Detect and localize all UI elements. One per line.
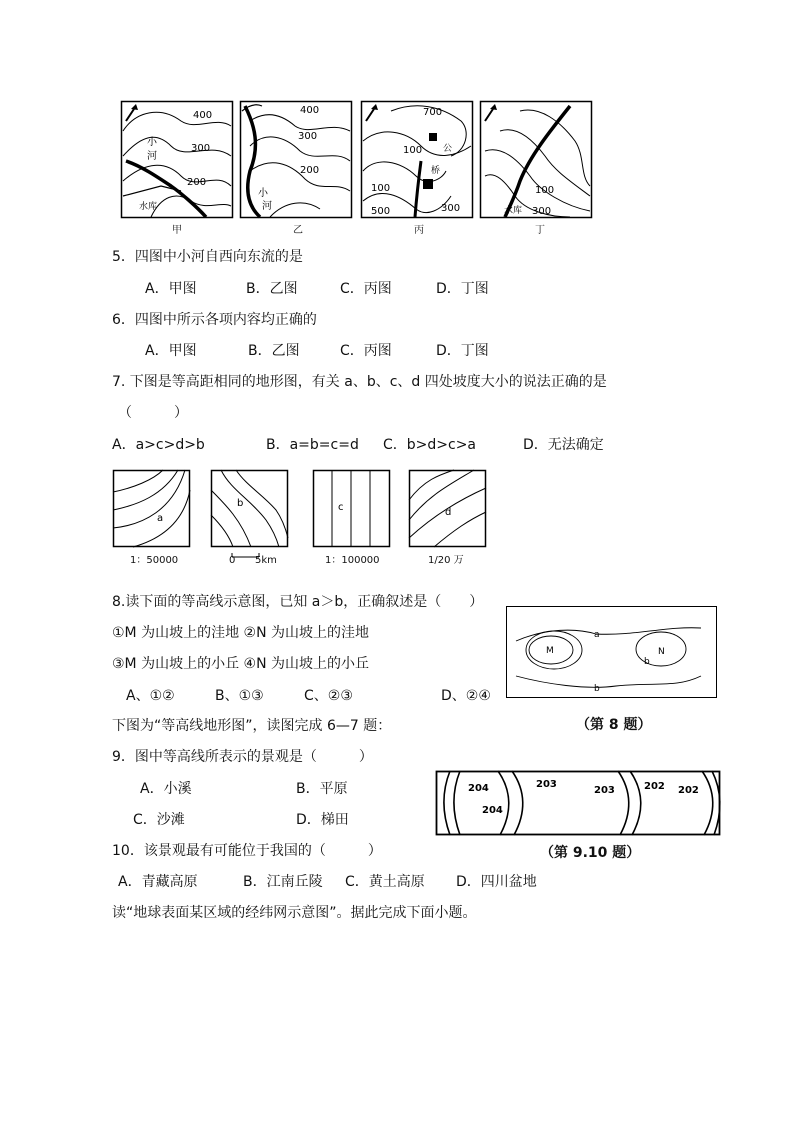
q8-label-b-ring: b bbox=[644, 657, 650, 667]
q7-option-b[interactable]: B．a=b=c=d bbox=[266, 437, 359, 453]
q9-label-202-b: 202 bbox=[678, 785, 699, 796]
q9-figure-caption: （第 9.10 题） bbox=[540, 845, 641, 861]
map-yi-caption: 乙 bbox=[293, 225, 303, 236]
map-ding-label-300: 300 bbox=[532, 206, 552, 217]
intro-next: 读“地球表面某区域的经纬网示意图”。据此完成下面小题。 bbox=[112, 905, 477, 921]
q8-label-n: N bbox=[658, 647, 665, 657]
map-yi-label-200: 200 bbox=[300, 165, 320, 176]
q7-stem: 7. 下图是等高距相同的地形图，有关 a、b、c、d 四处坡度大小的说法正确的是 bbox=[112, 374, 607, 390]
map-ding-label-reservoir: 水库 bbox=[504, 206, 523, 216]
map-jia-caption: 甲 bbox=[172, 225, 182, 236]
q7-map-b-letter: b bbox=[237, 498, 244, 509]
q8-label-b-bottom: b bbox=[594, 684, 600, 694]
q7-map-d-scale: 1/20 万 bbox=[428, 555, 464, 566]
q9-label-203-top: 203 bbox=[536, 779, 557, 790]
map-jia-label-xiao: 小 bbox=[147, 137, 157, 148]
q7-map-c-letter: c bbox=[338, 502, 344, 513]
map-bing bbox=[361, 101, 473, 221]
q7-map-b-scale-left: 0 bbox=[229, 555, 236, 566]
map-bing-label-100b: 100 bbox=[371, 183, 391, 194]
q6-option-b[interactable]: B．乙图 bbox=[248, 343, 300, 359]
q10-option-a[interactable]: A．青藏高原 bbox=[118, 874, 198, 890]
map-yi bbox=[240, 101, 352, 221]
q8-label-m: M bbox=[546, 646, 554, 656]
q6-option-d[interactable]: D．丁图 bbox=[436, 343, 489, 359]
q7-map-d-letter: d bbox=[445, 507, 452, 518]
q8-option-d[interactable]: D、②④ bbox=[441, 688, 491, 704]
q5-option-d[interactable]: D．丁图 bbox=[436, 281, 489, 297]
q9-label-204-top: 204 bbox=[468, 783, 489, 794]
q7-map-d bbox=[409, 470, 486, 547]
q6-option-c[interactable]: C．丙图 bbox=[340, 343, 392, 359]
q7-map-b bbox=[211, 470, 288, 547]
map-yi-label-400: 400 bbox=[300, 105, 320, 116]
map-yi-label-xiao: 小 bbox=[258, 188, 268, 199]
map-bing-label-500: 500 bbox=[371, 206, 391, 217]
q8-line2: ③M 为山坡上的小丘 ④N 为山坡上的小丘 bbox=[112, 656, 370, 672]
q8-figure-caption: （第 8 题） bbox=[576, 717, 652, 733]
map-bing-label-300: 300 bbox=[441, 203, 461, 214]
q8-stem: 8.读下面的等高线示意图，已知 a＞b，正确叙述是（ ） bbox=[112, 594, 484, 610]
q8-figure bbox=[506, 606, 717, 698]
q7-option-c[interactable]: C．b>d>c>a bbox=[383, 437, 477, 453]
q9-stem: 9．图中等高线所表示的景观是（ ） bbox=[112, 749, 373, 765]
q7-map-c bbox=[313, 470, 390, 547]
q5-option-a[interactable]: A．甲图 bbox=[145, 281, 197, 297]
map-jia-label-300: 300 bbox=[191, 143, 211, 154]
q10-stem: 10．该景观最有可能位于我国的（ ） bbox=[112, 843, 382, 859]
map-jia bbox=[121, 101, 233, 221]
q10-option-d[interactable]: D．四川盆地 bbox=[456, 874, 537, 890]
q7-option-a[interactable]: A．a>c>d>b bbox=[112, 437, 205, 453]
q7-map-a bbox=[113, 470, 190, 547]
q7-map-b-scale-right: 5km bbox=[255, 555, 277, 566]
q9-option-a[interactable]: A．小溪 bbox=[140, 781, 192, 797]
q9-figure bbox=[436, 771, 720, 835]
map-ding-caption: 丁 bbox=[535, 225, 545, 236]
q5-option-c[interactable]: C．丙图 bbox=[340, 281, 392, 297]
map-bing-caption: 丙 bbox=[414, 225, 424, 236]
map-jia-label-200: 200 bbox=[187, 177, 207, 188]
q9-label-204-mid: 204 bbox=[482, 805, 503, 816]
q7-map-a-letter: a bbox=[157, 513, 164, 524]
q8-label-a: a bbox=[594, 630, 600, 640]
map-jia-label-400: 400 bbox=[193, 110, 213, 121]
map-bing-label-100a: 100 bbox=[403, 145, 423, 156]
q7-map-c-scale: 1：100000 bbox=[325, 555, 380, 566]
q10-option-c[interactable]: C．黄土高原 bbox=[345, 874, 425, 890]
map-yi-label-300: 300 bbox=[298, 131, 318, 142]
map-bing-label-700: 700 bbox=[423, 107, 443, 118]
q8-option-a[interactable]: A、①② bbox=[126, 688, 175, 704]
q5-stem: 5．四图中小河自西向东流的是 bbox=[112, 249, 303, 265]
q7-option-d[interactable]: D．无法确定 bbox=[523, 437, 604, 453]
q5-option-b[interactable]: B．乙图 bbox=[246, 281, 298, 297]
map-jia-label-he: 河 bbox=[147, 151, 157, 162]
map-ding bbox=[480, 101, 592, 221]
q9-label-203-right: 203 bbox=[594, 785, 615, 796]
q8-option-c[interactable]: C、②③ bbox=[304, 688, 353, 704]
q9-option-b[interactable]: B．平原 bbox=[296, 781, 348, 797]
map-bing-label-gong: 公 bbox=[443, 144, 453, 154]
map-bing-label-qiao: 桥 bbox=[431, 166, 441, 176]
map-ding-label-100: 100 bbox=[535, 185, 555, 196]
q6-option-a[interactable]: A．甲图 bbox=[145, 343, 197, 359]
intro-6-7: 下图为“等高线地形图”，读图完成 6—7 题： bbox=[112, 718, 392, 734]
q7-paren: （ ） bbox=[118, 405, 188, 421]
q8-line1: ①M 为山坡上的洼地 ②N 为山坡上的洼地 bbox=[112, 625, 370, 641]
q9-option-c[interactable]: C．沙滩 bbox=[133, 812, 185, 828]
q6-stem: 6．四图中所示各项内容均正确的 bbox=[112, 312, 317, 328]
q10-option-b[interactable]: B．江南丘陵 bbox=[243, 874, 323, 890]
map-yi-label-he: 河 bbox=[262, 201, 272, 212]
q9-option-d[interactable]: D．梯田 bbox=[296, 812, 349, 828]
map-jia-label-reservoir: 水库 bbox=[139, 202, 158, 212]
q9-label-202-a: 202 bbox=[644, 781, 665, 792]
q8-option-b[interactable]: B、①③ bbox=[215, 688, 264, 704]
q7-map-a-scale: 1：50000 bbox=[130, 555, 179, 566]
